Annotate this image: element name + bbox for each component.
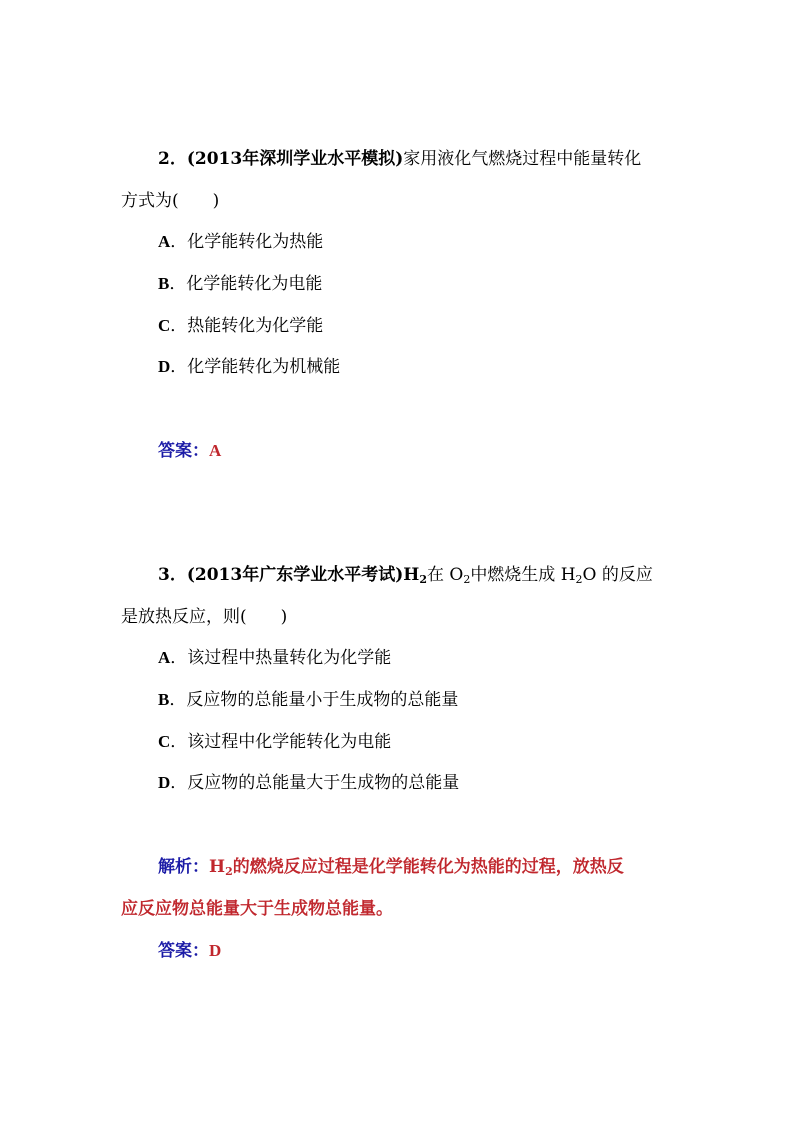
q2-number: 2 — [158, 149, 170, 169]
q3-option-a: A．该过程中热量转化为化学能 — [158, 648, 392, 668]
q3-stem-line1: 3．(2013年广东学业水平考试)$H_2$在 $O_2$中燃烧生成 $H_2O$ 的反应 — [158, 565, 653, 586]
q3-analysis-line1: 解析：$H_2$的燃烧反应过程是化学能转化为热能的过程，放热反 — [158, 857, 624, 878]
q2-answer-label: 答案： — [158, 441, 209, 461]
q3-analysis-label: 解析： — [158, 857, 209, 877]
q3-answer-label: 答案： — [158, 941, 209, 961]
q2-option-a: A．化学能转化为热能 — [158, 232, 324, 252]
q2-answer-value: A — [209, 441, 222, 460]
q3-stem-line2: 是放热反应，则( ) — [121, 607, 288, 627]
q3-option-b: B．反应物的总能量小于生成物的总能量 — [158, 690, 459, 710]
q3-analysis-line2: 应反应物总能量大于生成物总能量。 — [121, 899, 393, 919]
q3-source: (2013年广东学业水平考试) — [186, 565, 404, 585]
q3-number: 3 — [158, 565, 170, 585]
q2-option-c: C．热能转化为化学能 — [158, 316, 324, 336]
q3-answer — [158, 940, 221, 962]
q2-stem-line1: 2．(2013年深圳学业水平模拟)家用液化气燃烧过程中能量转化 — [158, 149, 642, 169]
q2-stem-line2: 方式为( ) — [121, 191, 220, 211]
q2-answer — [158, 440, 221, 462]
q3-answer-value: D — [209, 941, 222, 960]
q2-stem: 家用液化气燃烧过程中能量转化 — [403, 149, 642, 169]
q2-option-b: B．化学能转化为电能 — [158, 274, 323, 294]
q3-option-d: D．反应物的总能量大于生成物的总能量 — [158, 773, 460, 793]
q2-option-d: D．化学能转化为机械能 — [158, 357, 341, 377]
q3-option-c: C．该过程中化学能转化为电能 — [158, 732, 392, 752]
q2-source: (2013年深圳学业水平模拟) — [186, 149, 404, 169]
